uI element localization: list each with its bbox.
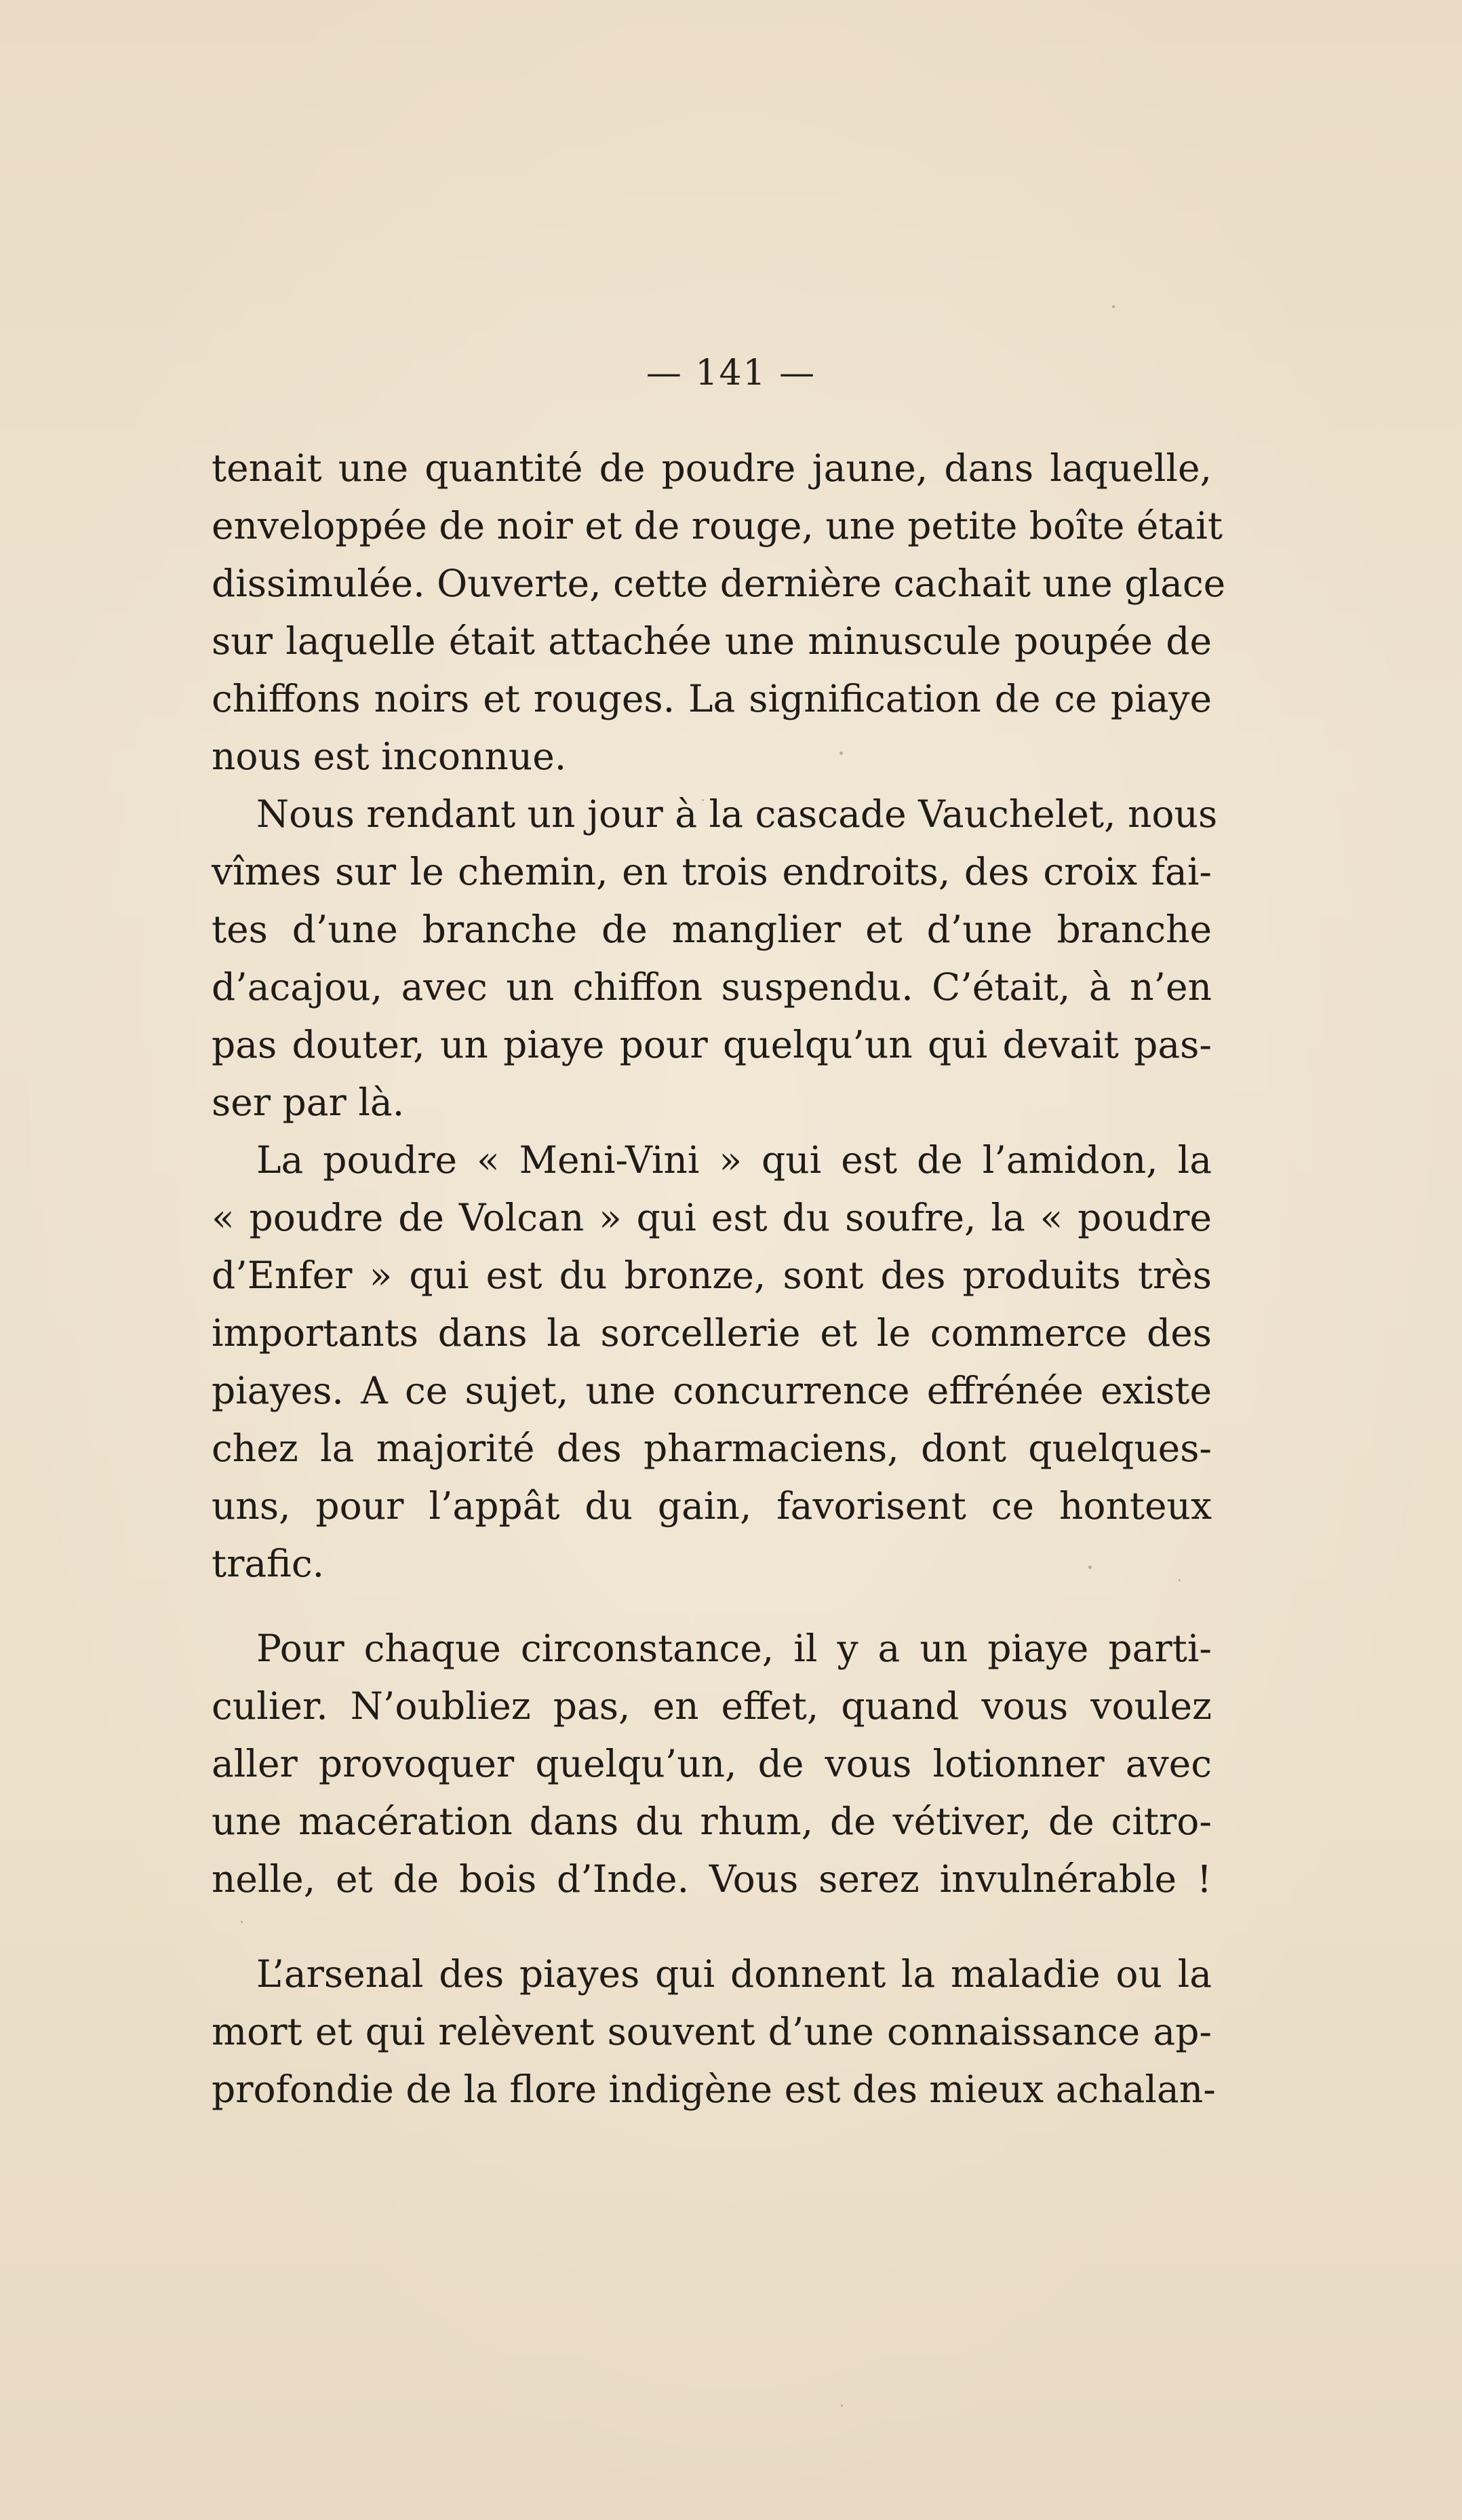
text-line: tenait une quantité de poudre jaune, dans laquelle,: [212, 446, 1212, 490]
text-line: L’arsenal des piayes qui donnent la maladie ou la: [256, 1952, 1212, 1996]
text-line: chiffons noirs et rouges. La signification de ce piaye: [212, 677, 1212, 720]
text-line: sur laquelle était attachée une minuscule poupée de: [212, 619, 1212, 663]
page-number: — 141 —: [646, 353, 816, 393]
text-line: enveloppée de noir et de rouge, une petite boîte était: [212, 504, 1223, 547]
text-line: nous est inconnue.: [212, 735, 567, 778]
text-line: importants dans la sorcellerie et le commerce des: [212, 1311, 1212, 1355]
text-line: mort et qui relèvent souvent d’une connaissance ap-: [212, 2010, 1212, 2053]
text-line: La poudre « Meni-Vini » qui est de l’amidon, la: [256, 1138, 1212, 1182]
text-line: dissimulée. Ouverte, cette dernière cachait une glace: [212, 562, 1226, 605]
text-line: tes d’une branche de manglier et d’une branche: [212, 908, 1212, 951]
text-line: nelle, et de bois d’Inde. Vous serez invulnérable !: [212, 1857, 1212, 1901]
text-line: pas douter, un piaye pour quelqu’un qui devait pas-: [212, 1023, 1212, 1066]
text-line: vîmes sur le chemin, en trois endroits, des croix fai-: [212, 850, 1212, 893]
text-line: aller provoquer quelqu’un, de vous lotionner avec: [212, 1742, 1212, 1785]
text-line: Nous rendant un jour à la cascade Vauchelet, nous: [256, 792, 1218, 836]
text-line: trafic.: [212, 1542, 325, 1585]
paper-speck: [241, 1921, 243, 1923]
text-line: profondie de la flore indigène est des mieux achalan-: [212, 2068, 1216, 2111]
text-line: une macération dans du rhum, de vétiver, de citro-: [212, 1800, 1212, 1843]
text-line: piayes. A ce sujet, une concurrence effrénée existe: [212, 1369, 1212, 1412]
text-line: d’acajou, avec un chiffon suspendu. C’était, à n’en: [212, 965, 1212, 1009]
text-line: ser par là.: [212, 1081, 405, 1124]
text-line: Pour chaque circonstance, il y a un piaye parti-: [256, 1627, 1212, 1670]
text-line: chez la majorité des pharmaciens, dont quelques-: [212, 1427, 1212, 1470]
text-line: uns, pour l’appât du gain, favorisent ce honteux: [212, 1484, 1212, 1528]
text-line: d’Enfer » qui est du bronze, sont des produits très: [212, 1254, 1212, 1297]
paper-speck: [1112, 305, 1115, 308]
paper-speck: [841, 2405, 843, 2407]
text-line: « poudre de Volcan » qui est du soufre, la « poudre: [212, 1196, 1212, 1239]
text-line: culier. N’oubliez pas, en effet, quand vous voulez: [212, 1684, 1212, 1728]
